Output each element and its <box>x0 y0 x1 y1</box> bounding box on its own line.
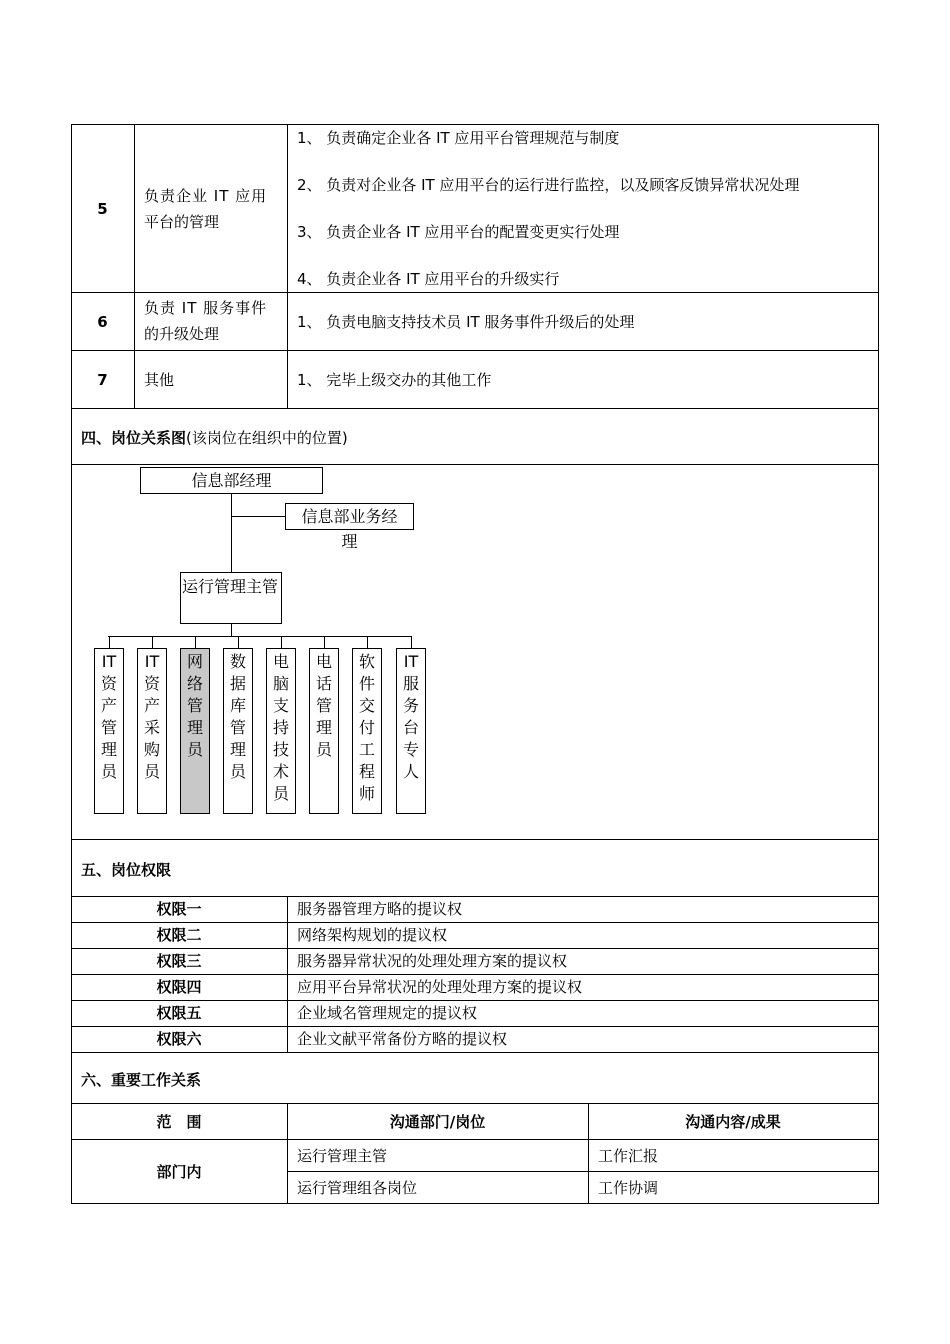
org-node-middle: 运行管理主管 <box>180 572 282 624</box>
relations-content: 工作汇报 <box>598 1147 659 1165</box>
org-node-subordinate: 网 络 管 理 员 <box>180 648 210 814</box>
authority-value: 企业文献平常备份方略的提议权 <box>297 1030 508 1048</box>
authority-value: 网络架构规划的提议权 <box>297 926 448 944</box>
duty-item: 1、 完毕上级交办的其他工作 <box>297 371 492 389</box>
authority-label: 权限三 <box>156 952 202 970</box>
section-title-relationship: 四、岗位关系图(该岗位在组织中的位置) <box>81 429 348 447</box>
duty-title-line1: 负责企业 IT 应用 <box>144 187 268 205</box>
duty-item: 1、 负责确定企业各 IT 应用平台管理规范与制度 <box>297 129 620 147</box>
authority-value: 服务器异常状况的处理处理方案的提议权 <box>297 952 568 970</box>
section-title-relations: 六、重要工作关系 <box>81 1071 202 1089</box>
duty-number: 7 <box>97 371 108 389</box>
relations-header-scope: 范 围 <box>156 1113 202 1131</box>
authority-label: 权限一 <box>156 900 202 918</box>
authority-value: 应用平台异常状况的处理处理方案的提议权 <box>297 978 583 996</box>
duty-item: 4、 负责企业各 IT 应用平台的升级实行 <box>297 270 560 288</box>
duty-item: 1、 负责电脑支持技术员 IT 服务事件升级后的处理 <box>297 313 635 331</box>
org-node-subordinate: 电 话 管 理 员 <box>309 648 339 814</box>
authority-label: 权限四 <box>156 978 202 996</box>
section-title-authority: 五、岗位权限 <box>81 861 172 879</box>
org-node-top: 信息部经理 <box>140 467 323 494</box>
org-node-side-wrap: 理 <box>341 532 358 551</box>
relations-header-dept: 沟通部门/岗位 <box>389 1113 486 1131</box>
authority-label: 权限二 <box>156 926 202 944</box>
table-top-border <box>71 124 879 125</box>
org-node-subordinate: IT 服 务 台 专 人 <box>396 648 426 814</box>
org-node-subordinate: IT 资 产 采 购 员 <box>137 648 167 814</box>
relations-content: 工作协调 <box>598 1179 659 1197</box>
duty-number: 6 <box>97 313 108 331</box>
duty-title-line2: 平台的管理 <box>144 213 220 231</box>
authority-label: 权限六 <box>156 1030 202 1048</box>
table-right-border <box>878 124 879 1204</box>
authority-value: 企业域名管理规定的提议权 <box>297 1004 478 1022</box>
duty-title-line2: 的升级处理 <box>144 325 220 343</box>
duty-number: 5 <box>97 200 108 218</box>
duty-item: 3、 负责企业各 IT 应用平台的配置变更实行处理 <box>297 223 620 241</box>
org-node-subordinate: IT 资 产 管 理 员 <box>94 648 124 814</box>
org-node-side: 信息部业务经 <box>285 503 414 530</box>
authority-value: 服务器管理方略的提议权 <box>297 900 463 918</box>
duty-item: 2、 负责对企业各 IT 应用平台的运行进行监控，以及顾客反馈异常状况处理 <box>297 176 800 194</box>
duty-title-line1: 其他 <box>144 371 175 389</box>
org-node-subordinate: 数 据 库 管 理 员 <box>223 648 253 814</box>
relations-dept: 运行管理组各岗位 <box>297 1179 418 1197</box>
relations-scope: 部门内 <box>156 1163 202 1181</box>
org-node-subordinate: 软 件 交 付 工 程 师 <box>352 648 382 814</box>
relations-header-content: 沟通内容/成果 <box>685 1113 781 1131</box>
authority-label: 权限五 <box>156 1004 202 1022</box>
org-node-subordinate: 电 脑 支 持 技 术 员 <box>266 648 296 814</box>
duty-title-line1: 负责 IT 服务事件 <box>144 299 268 317</box>
relations-dept: 运行管理主管 <box>297 1147 388 1165</box>
